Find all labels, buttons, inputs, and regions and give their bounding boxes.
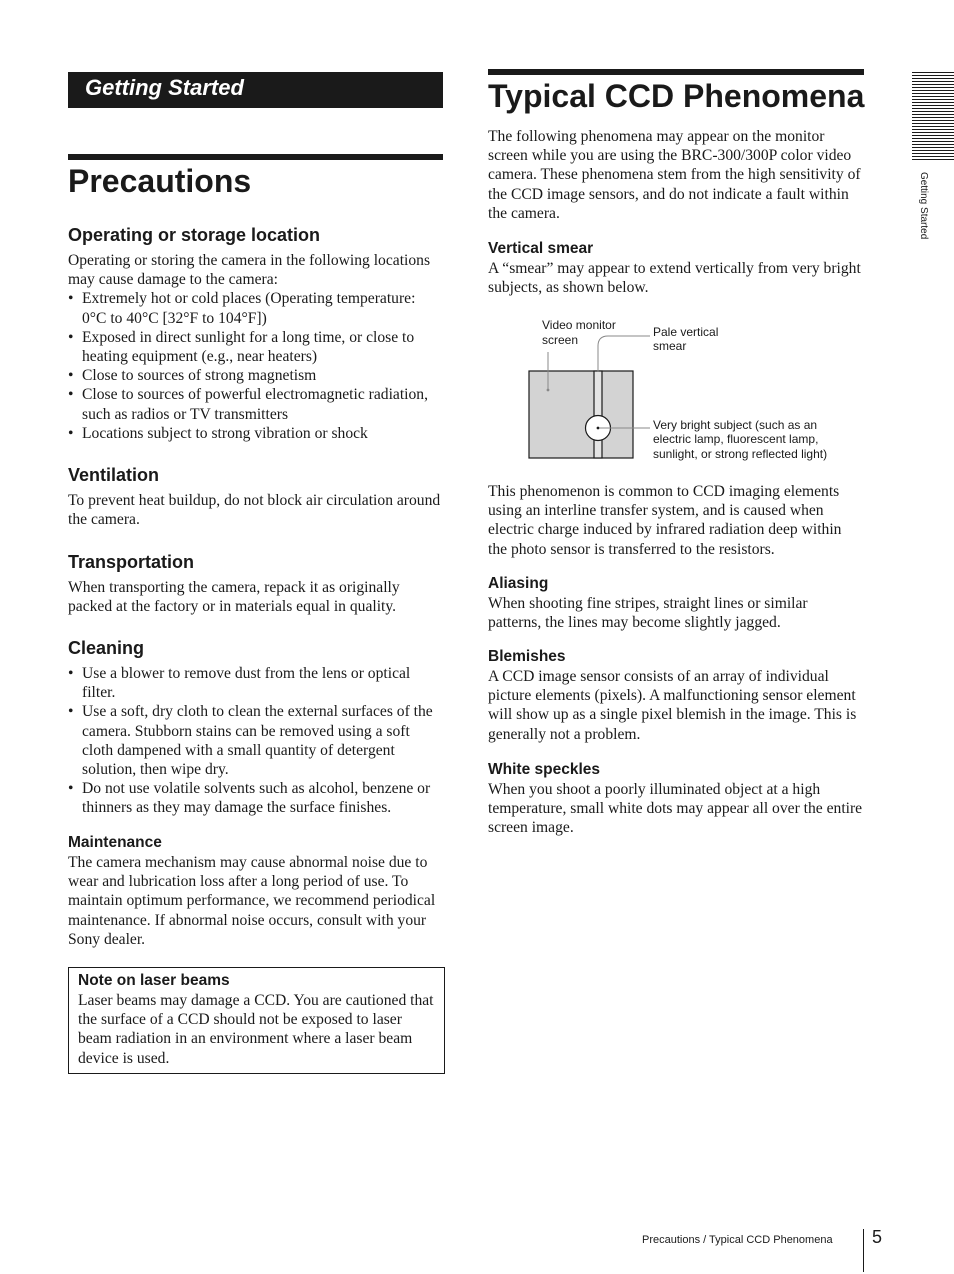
heading-aliasing: Aliasing xyxy=(488,575,549,592)
smear-leader-line xyxy=(598,336,650,372)
list-item: • Locations subject to strong vibration or shock xyxy=(68,424,443,443)
page-title-ccd: Typical CCD Phenomena xyxy=(488,78,865,114)
heading-vertical-smear: Vertical smear xyxy=(488,240,594,257)
title-rule xyxy=(68,154,443,160)
label-screen: Video monitor screen xyxy=(542,318,616,347)
page-title-precautions: Precautions xyxy=(68,163,252,199)
note-text: Laser beams may damage a CCD. You are cautioned that the surface of a CCD should not be exposed to laser beam radiation in an environment where a laser beam device is used. xyxy=(78,992,434,1067)
smear-diagram xyxy=(526,312,866,472)
heading-operating: Operating or storage location xyxy=(68,225,321,245)
page-number: 5 xyxy=(872,1227,883,1247)
heading-blemishes: Blemishes xyxy=(488,648,566,665)
maintenance-text: The camera mechanism may cause abnormal noise due to wear and lubrication loss after a long period of use. To maintain optimum performance, we recommend periodical maintenance. If abnormal noise occurs, consult with your Sony dealer. xyxy=(68,854,436,948)
list-item: • Use a soft, dry cloth to clean the external surfaces of the camera. Stubborn stains can be removed using a soft cloth dampened with a small quantity of detergent solution, then wipe dry. xyxy=(68,702,443,779)
heading-ventilation: Ventilation xyxy=(68,465,160,485)
transportation-text: When transporting the camera, repack it as originally packed at the factory or in materials equal in quality. xyxy=(68,579,400,616)
aliasing-text: When shooting fine stripes, straight lines or similar patterns, the lines may become slightly jagged. xyxy=(488,595,808,632)
thumb-index-tab xyxy=(912,72,954,160)
speckles-text: When you shoot a poorly illuminated object at a high temperature, small white dots may appear all over the entire screen image. xyxy=(488,781,863,837)
blemishes-text: A CCD image sensor consists of an array of individual picture elements (pixels). A malfunctioning sensor element will show up as a single pixel blemish in the image. This is generally not a problem. xyxy=(488,668,857,743)
thumb-index-label: Getting Started xyxy=(918,172,929,240)
smear-text: A “smear” may appear to extend vertically from very bright subjects, as shown below. xyxy=(488,260,861,297)
heading-maintenance: Maintenance xyxy=(68,834,162,851)
operating-section xyxy=(68,251,443,443)
operating-intro: Operating or storing the camera in the following locations may cause damage to the camera: xyxy=(68,252,431,289)
note-box xyxy=(68,967,445,1074)
section-tab xyxy=(68,72,443,108)
list-item: • Extremely hot or cold places (Operating temperature: 0°C to 40°C [32°F to 104°F]) xyxy=(68,289,443,327)
list-item: • Close to sources of powerful electromagnetic radiation, such as radios or TV transmitters xyxy=(68,385,443,423)
note-heading: Note on laser beams xyxy=(78,972,230,989)
vertical-smear-band xyxy=(594,371,602,458)
cleaning-list xyxy=(68,664,443,818)
smear-explanation: This phenomenon is common to CCD imaging elements using an interline transfer system, and is caused when electric charge induced by infrared radiation deep within the photo sensor is transferred to the resistors. xyxy=(488,483,842,558)
bright-subject-dot xyxy=(597,427,600,430)
label-bright-subject: Very bright subject (such as an electric lamp, fluorescent lamp, sunlight, or strong reflected light) xyxy=(653,418,828,461)
label-smear: Pale vertical smear xyxy=(653,325,719,353)
ventilation-text: To prevent heat buildup, do not block air circulation around the camera. xyxy=(68,492,441,529)
list-item: • Do not use volatile solvents such as alcohol, benzene or thinners as they may damage the surface finishes. xyxy=(68,779,443,817)
monitor-screen xyxy=(529,371,633,458)
title-rule-right xyxy=(488,69,864,75)
ccd-intro: The following phenomena may appear on the monitor screen while you are using the BRC-300/300P color video camera. These phenomena stem from the high sensitivity of the CCD image sensors, and do not indicate a fault within the camera. xyxy=(488,128,861,222)
heading-white-speckles: White speckles xyxy=(488,761,600,778)
footer-divider xyxy=(863,1229,864,1272)
heading-transportation: Transportation xyxy=(68,552,195,572)
list-item: • Use a blower to remove dust from the lens or optical filter. xyxy=(68,664,443,702)
footer-running-title: Precautions / Typical CCD Phenomena xyxy=(642,1234,833,1246)
operating-list xyxy=(68,289,443,443)
list-item: • Exposed in direct sunlight for a long time, or close to heating equipment (e.g., near heaters) xyxy=(68,328,443,366)
section-tab-label: Getting Started xyxy=(85,75,244,100)
heading-cleaning: Cleaning xyxy=(68,638,145,658)
list-item: • Close to sources of strong magnetism xyxy=(68,366,443,385)
